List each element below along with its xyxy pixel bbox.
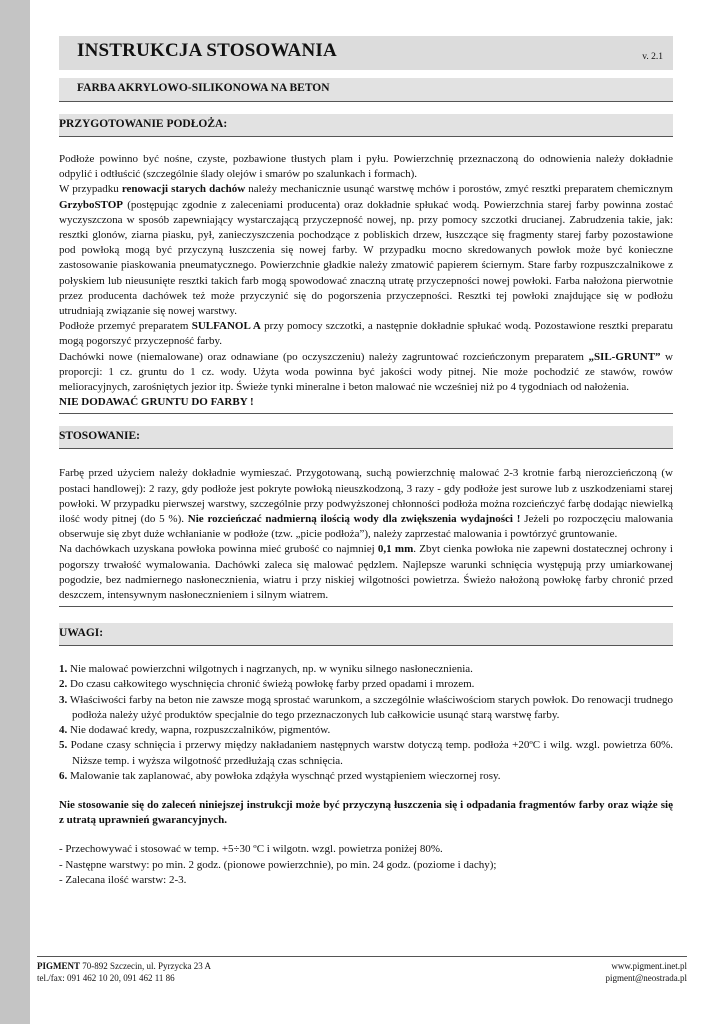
footer-email: pigment@neostrada.pl — [605, 972, 687, 983]
footer-address-line — [37, 961, 211, 973]
list-item — [59, 677, 673, 692]
text-run: Na dachówkach uzyskana powłoka powinna mieć grubość co najmniej — [59, 543, 378, 556]
paragraph — [59, 182, 673, 319]
list-text: Nie malować powierzchni wilgotnych i nagrzanych, np. w wyniku silnego nasłonecznienia. — [67, 663, 473, 676]
section-body-notes — [59, 662, 673, 888]
document-title: INSTRUKCJA STOSOWANIA — [77, 40, 337, 61]
bold-text: renowacji starych dachów — [121, 183, 246, 196]
list-item — [59, 769, 673, 784]
company-name: PIGMENT — [37, 961, 81, 971]
footer-phone: tel./fax: 091 462 10 20, 091 462 11 86 — [37, 972, 175, 983]
section-heading-usage — [59, 426, 673, 449]
bold-text: Nie rozcieńczać nadmierną ilością wody dla zwiększenia wydajności ! — [187, 513, 521, 526]
list-item — [59, 662, 673, 677]
product-name-bar — [59, 78, 673, 102]
text-run: w proporcji: 1 cz. gruntu do 1 cz. wody. Użyta woda powinna być jakości wody pitnej. Nie może pochodzić ze stawów, rowów melioracyjnych, zarośniętych jezior itp. Świeże tynki mineralne i beton malować nie wcześniej niż po 4 tygodniach od nałożenia. — [59, 350, 673, 394]
text-run: Farbę przed użyciem należy dokładnie wymieszać. Przygotowaną, suchą powierzchnię malować 2-3 krotnie farbą nierozcieńczoną (w postaci handlowej): 2 razy, gdy podłoże jest pokryte powłoką nieuszkodzoną, 3 razy - gdy podłoże jest surowe lub z uszkodzeniami starej powłoki. W przypadku pierwszej warstwy, szczególnie przy podwyższonej chłonności podłoża można rozcieńczyć farbę dodając niewielką ilość wody pitnej (do 5 %). — [59, 467, 673, 526]
section-heading-preparation — [59, 114, 673, 137]
bold-text: 0,1 mm — [377, 543, 414, 556]
bold-text: GrzyboSTOP — [59, 198, 123, 211]
footer-website: www.pigment.inet.pl — [611, 961, 687, 971]
paragraph: Podłoże powinno być nośne, czyste, pozbawione tłustych plam i pyłu. Powierzchnię przeznaczoną do odnowienia należy dokładnie odpylić i odtłuścić (szczególnie ślady olejów i smarów po szalunkach i formach). — [59, 153, 673, 181]
storage-line: - Następne warstwy: po min. 2 godz. (pionowe powierzchnie), po min. 24 godz. (poziome i dachy); — [59, 858, 497, 871]
text-run: przy pomocy szczotki, a następnie dokładnie spłukać wodą. Pozostawione resztki preparatu mogą pogorszyć przyczepność farby. — [59, 320, 674, 348]
company-address: 70-892 Szczecin, ul. Pyrzycka 23 A — [80, 961, 211, 971]
bold-text: NIE DODAWAĆ GRUNTU DO FARBY ! — [59, 396, 254, 409]
text-run: W przypadku — [59, 183, 122, 196]
warranty-warning: Nie stosowanie się do zaleceń niniejszej instrukcji może być przyczyną łuszczenia się i odpadania fragmentów farby oraz wiąże się z utratą uprawnień gwarancyjnych. — [59, 798, 673, 827]
list-number: 1. — [59, 663, 68, 676]
list-item — [59, 693, 673, 723]
text-run: należy mechanicznie usunąć warstwę mchów i porostów, zmyć resztki preparatem chemicznym — [245, 183, 673, 196]
text-run: . Zbyt cienka powłoka nie zapewni dostatecznej ochrony i pogorszy trwałość wymalowania. Dachówki zaleca się malować pędzlem. Najlepsze warunki schnięcia występują przy umiarkowanej pogodzie, bez nadmiernego nasłonecznienia, wiatru i przy niskiej wilgotności powietrza. Świeżo nałożoną powłokę farby chronić przed deszczem, intensywnym nasłonecznieniem i silnym wiatrem. — [59, 543, 673, 602]
version-label: v. 2.1 — [642, 52, 663, 62]
text-run: Jeżeli po rozpoczęciu malowania obserwuje się zbyt duże wchłanianie w podłoże (tzw. „picie podłoża”), należy zaprzestać malowania i powtórzyć gruntowanie. — [59, 513, 674, 541]
list-number: 4. — [59, 724, 68, 737]
notes-list — [59, 662, 673, 784]
list-text: Malowanie tak zaplanować, aby powłoka zdążyła wyschnąć przed wystąpieniem wieczornej rosy. — [67, 769, 501, 782]
paragraph — [59, 542, 673, 607]
list-item — [59, 738, 673, 768]
storage-line: - Przechowywać i stosować w temp. +5÷30 ºC i wilgotn. wzgl. powietrza poniżej 80%. — [59, 843, 443, 856]
text-run: (postępując zgodnie z zaleceniami producenta) oraz dokładnie spłukać wodą. Powierzchnia starej farby powinna zostać wyczyszczona w sposób zapewniający wystarczającą przyczepność nowej, np. przy pomocy szczotki drucianej. Zabrudzenia takie, jak: resztki glonów, ziarna piasku, pył, zanieczyszczenia pochodzące z pobliskich drzew, łuszczące się fragmenty starej farby pozostawione pod powłoką mogą być przyczyną łuszczenia się nowej farby. W przypadku mocno skredowanych powłok może być konieczne zastosowanie piaskowania pneumatycznego. Powierzchnie gładkie należy zmatowić papierem ściernym. Stare farby rozpuszczalnikowe z połyskiem lub nieusunięte resztki takich farb mogą spowodować znaczną utratę przyczepności nowej powłoki. Farba nałożona pierwotnie przez producenta dachówek też może przyczynić się do pogorszenia przyczepności. Resztki tej powłoki znajdujące się w podłożu utrudniają związanie się nowej warstwy. — [59, 198, 673, 318]
section-heading-text: PRZYGOTOWANIE PODŁOŻA: — [59, 118, 228, 130]
bold-text: SULFANOL A — [191, 320, 261, 333]
section-body-preparation — [59, 152, 673, 414]
list-number: 6. — [59, 769, 68, 782]
page-side-stripe — [0, 0, 30, 1024]
paragraph — [59, 319, 673, 349]
text-run: Podłoże przemyć preparatem — [59, 320, 192, 333]
bold-text: „SIL-GRUNT” — [588, 350, 661, 363]
section-heading-text: UWAGI: — [59, 627, 104, 640]
section-heading-notes — [59, 623, 673, 646]
product-name: FARBA AKRYLOWO-SILIKONOWA NA BETON — [77, 82, 330, 94]
list-number: 3. — [59, 693, 68, 706]
list-text: Nie dodawać kredy, wapna, rozpuszczalników, pigmentów. — [67, 724, 331, 737]
list-text: Podane czasy schnięcia i przerwy między nakładaniem następnych warstw dotyczą temp. podłoża +20ºC i wilg. wzgl. powietrza 60%. Niższe temp. i wyższa wilgotność przedłużają czas schnięcia. — [67, 739, 673, 767]
section-body-usage — [59, 466, 673, 607]
storage-line: - Zalecana ilość warstw: 2-3. — [59, 873, 187, 886]
title-bar — [59, 36, 673, 70]
paragraph — [59, 466, 673, 542]
paragraph — [59, 350, 673, 396]
list-text: Właściwości farby na beton nie zawsze mogą sprostać warunkom, a szczególnie właściwościom starych powłok. Do renowacji trudnego podłoża należy użyć produktów specjalnie do tego przeznaczonych lub całkowicie usunąć starą warstwę farby. — [67, 693, 673, 721]
list-item — [59, 723, 673, 738]
paragraph-bold-warning — [59, 395, 673, 414]
page-footer — [37, 956, 687, 983]
list-number: 2. — [59, 678, 68, 691]
footer-online — [605, 961, 687, 984]
footer-contact — [37, 961, 211, 984]
list-text: Do czasu całkowitego wyschnięcia chronić świeżą powłokę farby przed opadami i mrozem. — [67, 678, 475, 691]
document-page — [59, 36, 673, 888]
section-heading-text: STOSOWANIE: — [59, 430, 140, 443]
list-number: 5. — [59, 739, 68, 752]
text-run: Dachówki nowe (niemalowane) oraz odnawiane (po oczyszczeniu) należy zagruntować rozcieńczonym preparatem — [59, 350, 589, 363]
